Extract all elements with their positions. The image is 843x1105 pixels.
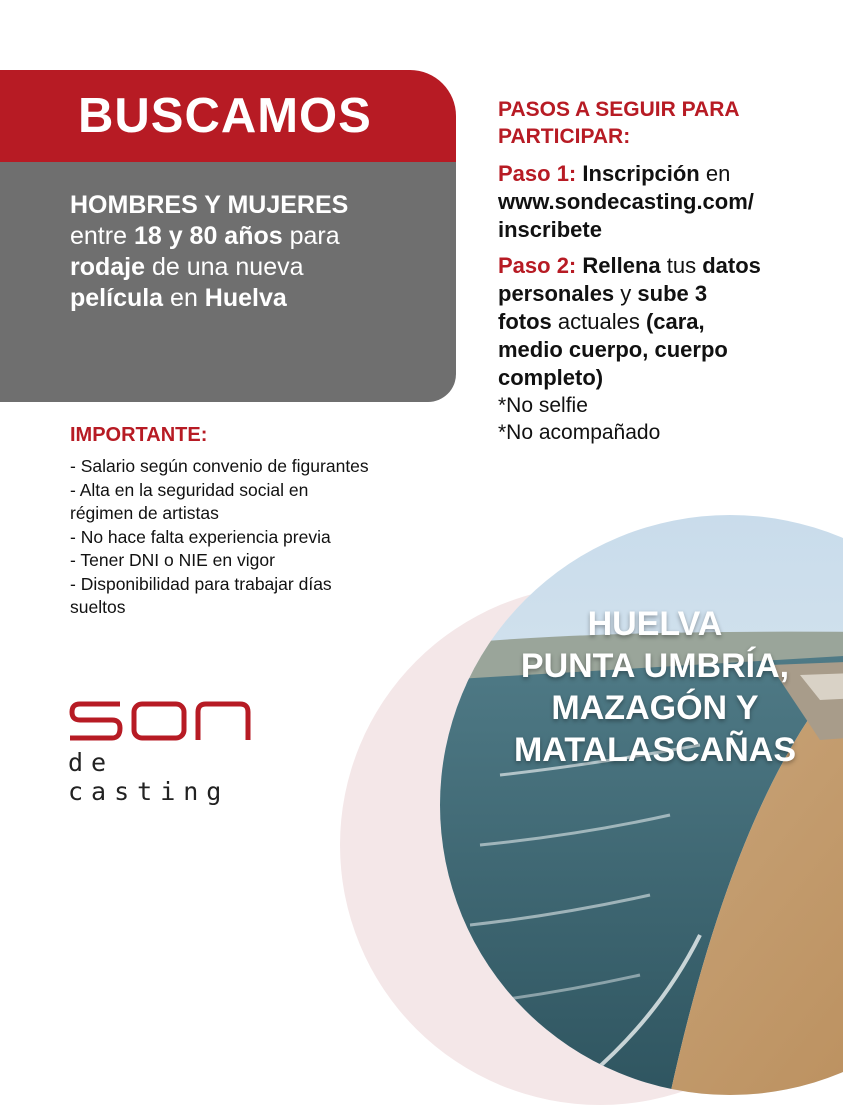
step2-d: personales — [498, 281, 615, 306]
line1: HOMBRES Y MUJERES — [70, 191, 349, 219]
important-section — [70, 424, 470, 620]
header-panel — [0, 70, 456, 402]
location-punta-umbria: PUNTA UMBRÍA, — [520, 647, 790, 685]
steps-title — [498, 96, 828, 150]
description-text — [70, 190, 430, 314]
step2-b: tus — [660, 253, 703, 278]
list-item: - Tener DNI o NIE en vigor — [70, 550, 275, 570]
logo-subtitle: de casting — [68, 748, 230, 806]
step2-j: medio cuerpo, cuerpo — [498, 337, 728, 362]
step2-k: completo) — [498, 365, 604, 390]
line4-mid: en — [163, 284, 205, 312]
step2-label: Paso 2: — [498, 253, 577, 278]
rodaje: rodaje — [70, 253, 146, 281]
age-range: 18 y 80 años — [133, 222, 283, 250]
step2-i: (cara, — [645, 309, 705, 334]
step1-mid: en — [699, 161, 731, 186]
line2-pre: entre — [70, 222, 134, 250]
son-logo-mark — [68, 700, 258, 744]
step-1 — [498, 160, 828, 244]
list-item: - No hace falta experiencia previa — [70, 526, 331, 547]
location-huelva: HUELVA — [587, 605, 723, 643]
locations-text — [470, 603, 840, 771]
line2-post: para — [282, 222, 340, 250]
brand-logo — [68, 700, 258, 806]
step2-g: fotos — [498, 309, 552, 334]
step2-f: sube 3 — [637, 281, 708, 306]
title-banner — [0, 70, 456, 162]
note-no-selfie: *No selfie — [498, 394, 588, 417]
step-2 — [498, 252, 828, 446]
step2-h: actuales — [551, 309, 646, 334]
steps-section — [498, 96, 828, 454]
list-item: - Salario según convenio de figurantes — [70, 456, 369, 476]
step1-bold: Inscripción — [582, 161, 700, 186]
list-item: - Alta en la seguridad social en — [70, 479, 309, 500]
location-mazagon: MAZAGÓN Y — [551, 689, 759, 727]
steps-title-line1: PASOS A SEGUIR PARA — [498, 98, 740, 121]
list-item: - Disponibilidad para trabajar días — [70, 573, 332, 594]
step1-label: Paso 1: — [498, 161, 577, 186]
important-title: IMPORTANTE: — [70, 424, 208, 446]
steps-title-line2: PARTICIPAR: — [498, 125, 631, 148]
location-matalascanas: MATALASCAÑAS — [513, 731, 797, 769]
page-title: BUSCAMOS — [78, 89, 372, 143]
step2-c: datos — [702, 253, 761, 278]
list-item: régimen de artistas — [70, 503, 219, 523]
pelicula: película — [70, 284, 164, 312]
list-item: sueltos — [70, 597, 126, 617]
signup-url-2[interactable]: inscribete — [498, 217, 602, 242]
line3-post: de una nueva — [145, 253, 304, 281]
step2-e: y — [614, 281, 638, 306]
step2-a: Rellena — [582, 253, 661, 278]
city: Huelva — [204, 284, 287, 312]
signup-url-1[interactable]: www.sondecasting.com/ — [498, 189, 754, 214]
note-no-acompanado: *No acompañado — [498, 421, 661, 444]
